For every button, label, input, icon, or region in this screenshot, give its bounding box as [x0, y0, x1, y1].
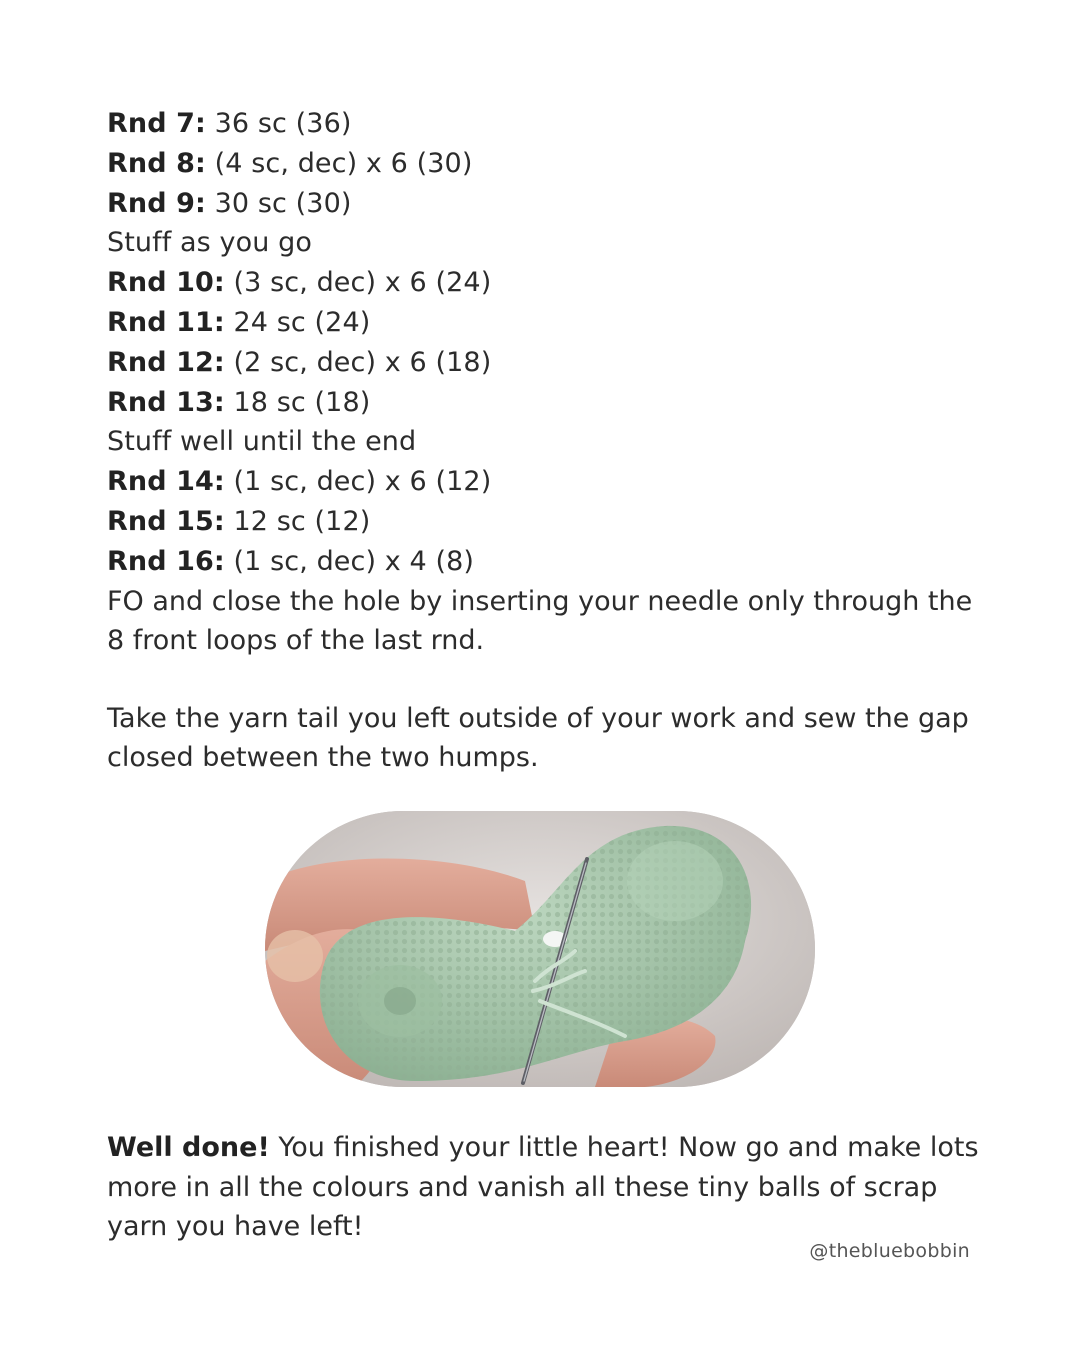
round-label: Rnd 13: [107, 386, 225, 418]
author-handle: @thebluebobbin [809, 1240, 970, 1262]
round-text: 12 sc (12) [224, 505, 371, 537]
round-text: Stuff as you go [107, 227, 312, 259]
round-text: (1 sc, dec) x 6 (12) [224, 466, 492, 498]
round-line [107, 383, 987, 423]
round-line [107, 343, 987, 383]
pattern-instructions [107, 104, 987, 777]
finish-off-paragraph: FO and close the hole by inserting your needle only through the 8 front loops of the last rnd. [107, 585, 973, 656]
round-line [107, 104, 987, 144]
crochet-photo [265, 811, 815, 1087]
round-label: Rnd 9: [107, 187, 206, 219]
round-label: Rnd 7: [107, 108, 206, 139]
fingernail-shape [267, 930, 323, 982]
sew-gap-paragraph: Take the yarn tail you left outside of your work and sew the gap closed between the two humps. [107, 702, 969, 773]
round-line [107, 144, 987, 184]
round-text: (2 sc, dec) x 6 (18) [224, 346, 492, 378]
round-label: Rnd 16: [107, 545, 225, 577]
round-label: Rnd 10: [107, 267, 225, 299]
closing-text: You finished your little heart! Now go and make lots more in all the colours and vanish all these tiny balls of scrap yarn you have left! [107, 1132, 979, 1242]
crochet-heart-illustration [265, 811, 815, 1087]
round-text: (3 sc, dec) x 6 (24) [224, 267, 492, 299]
round-label: Rnd 12: [107, 346, 225, 378]
round-text: 36 sc (36) [205, 108, 352, 139]
round-label: Rnd 11: [107, 306, 225, 338]
round-line [107, 184, 987, 224]
closing-paragraph [107, 1128, 987, 1247]
round-text: 24 sc (24) [224, 306, 371, 338]
round-label: Rnd 8: [107, 147, 206, 179]
round-text: (1 sc, dec) x 4 (8) [224, 545, 475, 577]
round-text: 18 sc (18) [224, 386, 371, 418]
instruction-note [107, 223, 987, 263]
round-label: Rnd 14: [107, 466, 225, 498]
well-done-label: Well done! [107, 1132, 270, 1163]
round-text: Stuff well until the end [107, 426, 417, 458]
instruction-note [107, 422, 987, 462]
round-text: 30 sc (30) [205, 187, 352, 219]
round-label: Rnd 15: [107, 505, 225, 537]
round-line [107, 542, 987, 582]
round-line [107, 303, 987, 343]
round-text: (4 sc, dec) x 6 (30) [205, 147, 473, 179]
round-line [107, 462, 987, 502]
round-line [107, 263, 987, 303]
round-line [107, 502, 987, 542]
